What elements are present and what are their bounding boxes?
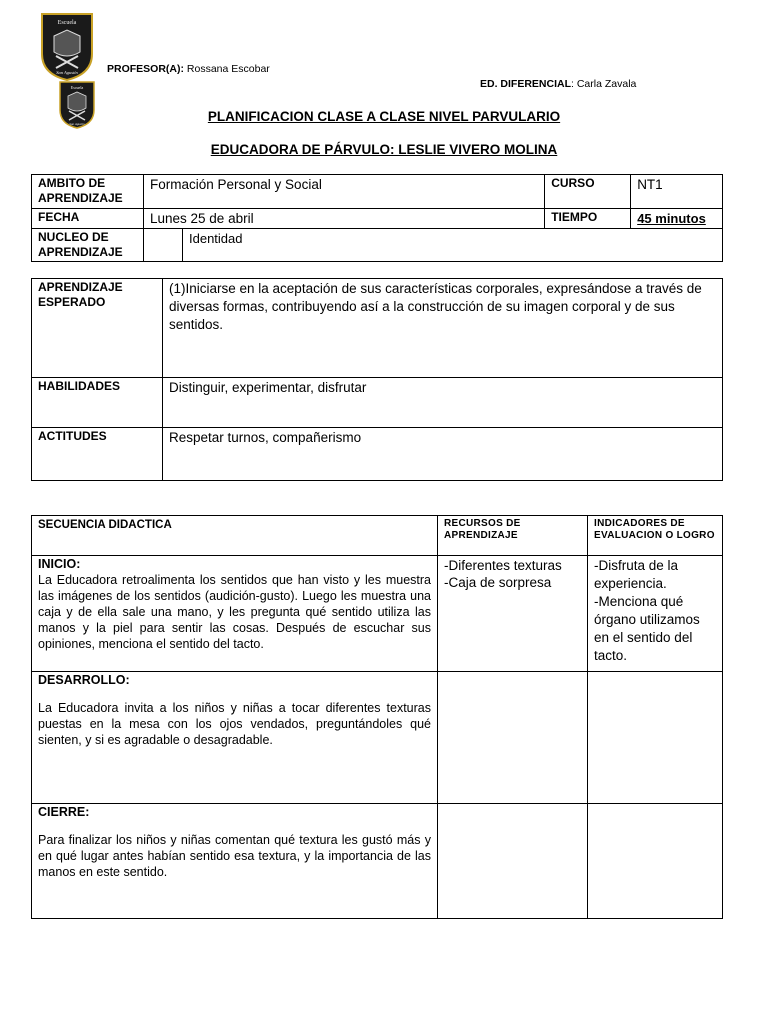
svg-text:San Agustín: San Agustín bbox=[69, 122, 85, 126]
tiempo-value: 45 minutos bbox=[631, 209, 723, 229]
cierre-indicadores bbox=[588, 804, 723, 919]
secuencia-table bbox=[31, 515, 723, 919]
desarrollo-indicadores bbox=[588, 672, 723, 804]
ed-diferencial-label: ED. DIFERENCIAL bbox=[480, 78, 572, 90]
desarrollo-text: La Educadora invita a los niños y niñas a tocar diferentes texturas puestas en la mesa con los ojos vendados, preguntándoles qué sienten, y si es agradable o desagradable. bbox=[38, 701, 431, 747]
cierre-text: Para finalizar los niños y niñas comentan qué textura les gustó más y en qué lugar antes habían sentido esa textura, y la importancia de las manos en este sentido. bbox=[38, 833, 431, 879]
recursos-header: RECURSOS DE APRENDIZAJE bbox=[438, 516, 588, 556]
ambito-value: Formación Personal y Social bbox=[144, 175, 545, 209]
svg-text:Escuela: Escuela bbox=[57, 20, 77, 26]
inicio-recursos bbox=[438, 556, 588, 672]
cierre-cell bbox=[32, 804, 438, 919]
actitudes-value: Respetar turnos, compañerismo bbox=[163, 428, 723, 481]
cierre-recursos bbox=[438, 804, 588, 919]
aprendizaje-esperado-value: (1)Iniciarse en la aceptación de sus características corporales, expresándose a través de diversas formas, contribuyendo así a la construcción de su imagen corporal y de sus sentidos. bbox=[163, 279, 723, 378]
ed-diferencial-line bbox=[480, 78, 636, 90]
indicador-item: -Disfruta de la experiencia. bbox=[594, 558, 679, 591]
page-subtitle: EDUCADORA DE PÁRVULO: LESLIE VIVERO MOLINA bbox=[210, 142, 558, 157]
tiempo-label: TIEMPO bbox=[545, 209, 631, 229]
aprendizaje-esperado-label: APRENDIZAJE ESPERADO bbox=[32, 279, 163, 378]
nucleo-value: Identidad bbox=[183, 229, 723, 262]
profesor-name: Rossana Escobar bbox=[186, 63, 270, 75]
nucleo-spacer bbox=[144, 229, 183, 262]
recurso-item: -Caja de sorpresa bbox=[444, 575, 552, 590]
fecha-label: FECHA bbox=[32, 209, 144, 229]
desarrollo-label: DESARROLLO: bbox=[38, 673, 130, 687]
profesor-label: PROFESOR(A): bbox=[107, 63, 184, 75]
ed-diferencial-name: : Carla Zavala bbox=[571, 78, 637, 90]
curso-label: CURSO bbox=[545, 175, 631, 209]
fecha-value: Lunes 25 de abril bbox=[144, 209, 545, 229]
svg-text:Escuela: Escuela bbox=[70, 85, 84, 90]
inicio-text: La Educadora retroalimenta los sentidos que han visto y les muestra las imágenes de los sentidos (audición-gusto). Luego les muestra una caja y de ella sale una mano, y les pregunta qué sentido utiliza las manos y la piel para sentir las cosas. Después de escuchar sus opiniones, menciona el sentido del tacto. bbox=[38, 573, 431, 651]
shield-icon bbox=[40, 12, 94, 82]
inicio-indicadores bbox=[588, 556, 723, 672]
info-table bbox=[31, 174, 723, 262]
secuencia-header: SECUENCIA DIDACTICA bbox=[32, 516, 438, 556]
cierre-label: CIERRE: bbox=[38, 805, 90, 819]
desarrollo-recursos bbox=[438, 672, 588, 804]
inicio-cell bbox=[32, 556, 438, 672]
page-title: PLANIFICACION CLASE A CLASE NIVEL PARVULARIO bbox=[207, 109, 561, 124]
nucleo-label: NUCLEO DE APRENDIZAJE bbox=[32, 229, 144, 262]
ambito-label: AMBITO DE APRENDIZAJE bbox=[32, 175, 144, 209]
actitudes-label: ACTITUDES bbox=[32, 428, 163, 481]
profesor-line bbox=[107, 63, 270, 75]
indicadores-header: INDICADORES DE EVALUACION O LOGRO bbox=[588, 516, 723, 556]
inicio-label: INICIO: bbox=[38, 557, 81, 571]
recurso-item: -Diferentes texturas bbox=[444, 558, 562, 573]
desarrollo-cell bbox=[32, 672, 438, 804]
curso-value: NT1 bbox=[631, 175, 723, 209]
school-logo-large bbox=[40, 12, 94, 82]
habilidades-label: HABILIDADES bbox=[32, 378, 163, 428]
habilidades-value: Distinguir, experimentar, disfrutar bbox=[163, 378, 723, 428]
indicador-item: -Menciona qué órgano utilizamos en el sentido del tacto. bbox=[594, 594, 700, 663]
svg-text:San Agustín: San Agustín bbox=[56, 70, 78, 75]
aprendizaje-table bbox=[31, 278, 723, 481]
